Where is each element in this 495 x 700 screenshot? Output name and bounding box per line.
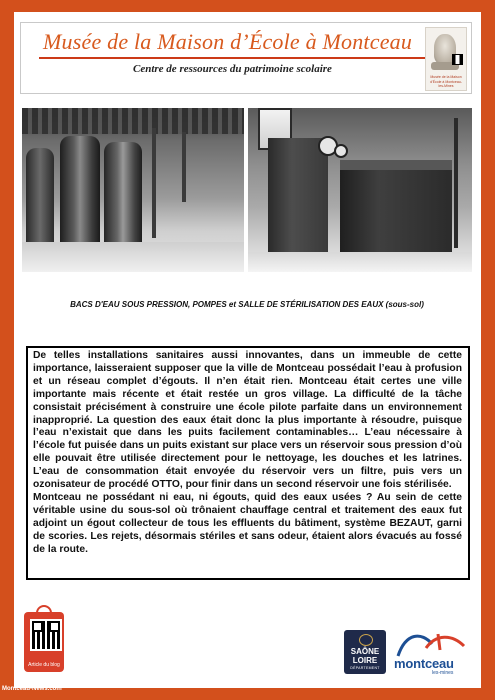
bag-handle [36, 605, 52, 614]
photo-pressure-tanks [22, 108, 244, 272]
qr-code-icon [30, 619, 62, 651]
footer-site-link[interactable]: Montceau-News.com [2, 686, 62, 692]
water-tank [60, 136, 100, 254]
pipe [182, 132, 186, 202]
article-text-box [26, 346, 470, 580]
header-banner [20, 22, 472, 94]
montceau-subtitle: les-mines [432, 670, 454, 676]
crest-icon [359, 634, 373, 646]
water-tank [104, 142, 142, 250]
saone-et-loire-logo [344, 630, 386, 674]
saone-logo-line: LOIRE [352, 656, 378, 665]
photo-caption: BACS D'EAU SOUS PRESSION, POMPES et SALLE DE STÉRILISATION DES EAUX (sous-sol) [70, 300, 424, 309]
montceau-swoosh-icon [392, 628, 472, 658]
montceau-logo [392, 628, 472, 676]
qr-label: Article du blog [28, 662, 60, 668]
logo-caption: Musée de la Maison d'École à Montceau-les-Mines [430, 75, 462, 88]
saone-logo-line: SAÔNE [350, 647, 380, 656]
pipe [454, 118, 458, 248]
title-underline [39, 57, 427, 59]
blog-qr-badge[interactable] [24, 612, 64, 672]
article-paragraph: Montceau ne possédant ni eau, ni égouts, quid des eaux usées ? Au sein de cette véritable usine du sous-sol où trônaient chauffage central et traitement des eaux fut adjoint un égout collecteur de tous les effluents du bâtiment, système BEZAUT, garni de scories. Les rejets, désormais stériles et sans odeur, étaient alors évacués au fossé de la route. [33, 491, 462, 555]
page-title: Musée de la Maison d’École à Montceau [43, 29, 413, 54]
saone-logo-line: DÉPARTEMENT [350, 666, 380, 670]
mini-qr-icon [452, 54, 463, 65]
gauge-icon [334, 144, 348, 158]
ceiling-pipes [22, 108, 244, 134]
montceau-wordmark: montceau [394, 656, 454, 671]
article-paragraph: De telles installations sanitaires aussi innovantes, dans un immeuble de cette importance, laisseraient supposer que la ville de Montceau possédait l’eau à profusion et un réseau complet d’égouts. Il n’en était rien. Montceau était certes une ville importante mais récente et était restée un gros village. La difficulté de la tâche consistait précisément à construire une école pilote parfaite dans un environnement inapproprié. La question des eaux était donc la plus importante à résoudre, puisque l’eau n’existait que dans les puits facilement contaminables… L’eau nécessaire à l’école fut puisée dans un puits existant sur place vers un réservoir sous pression d’où elle pouvait être utilisée directement pour le nettoyage, les douches et les latrines. L’eau de consommation était envoyée du réservoir vers un filtre, puis vers un ozonisateur de procédé OTTO, pour finir dans un second réservoir une fois stérilisée. [33, 350, 462, 491]
pipe [152, 128, 156, 238]
page-subtitle: Centre de ressources du patrimoine scolaire [133, 63, 332, 75]
museum-logo [425, 27, 467, 91]
floor [22, 242, 244, 272]
photo-sterilization-room [248, 108, 472, 272]
sterilization-tank [340, 170, 452, 258]
floor [248, 252, 472, 272]
water-tank [26, 148, 54, 248]
control-cabinet [268, 138, 328, 256]
